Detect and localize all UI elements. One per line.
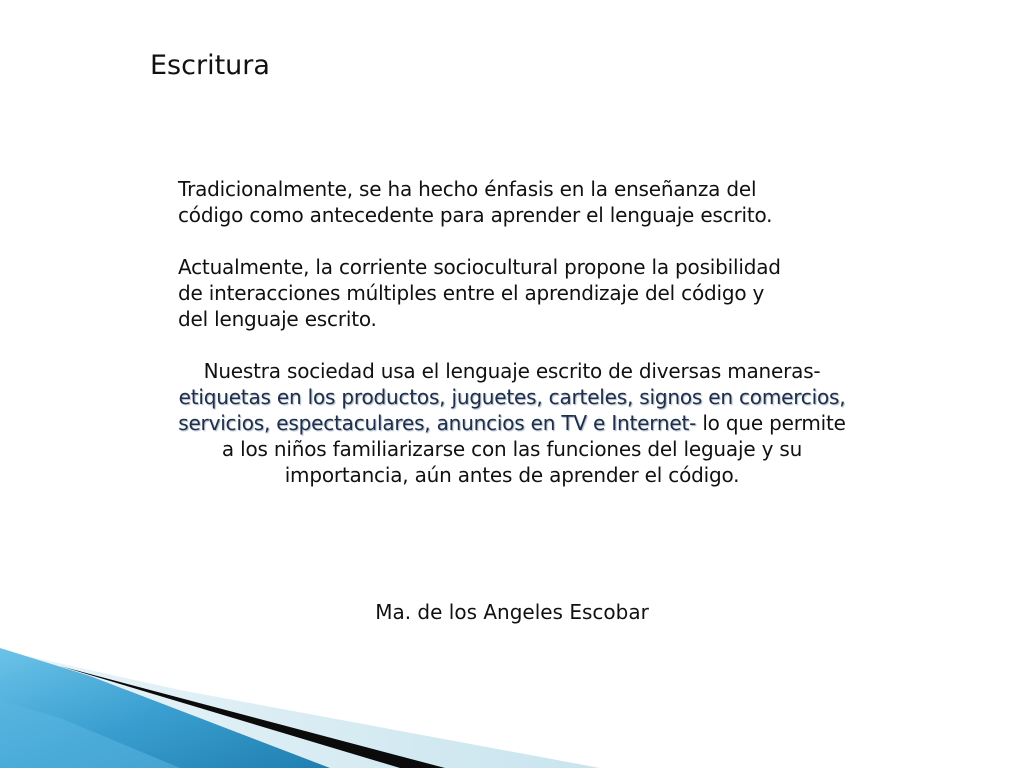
society-examples-text: etiquetas en los productos, juguetes, carteles, signos en comercios, servicios, espectaculares, anuncios en TV e Internet- [178,385,846,435]
slide-title: Escritura [150,50,270,81]
society-tail-text: lo que permite a los niños familiarizarse con las funciones del leguaje y su importancia, aún antes de aprender el código. [221,411,846,487]
paragraph-society [178,358,846,488]
blue-stripe [0,648,330,768]
light-blue-stripe [0,700,180,768]
author-name: Ma. de los Angeles Escobar [375,600,649,624]
intro-paragraphs [178,176,846,332]
society-lead-text: Nuestra sociedad usa el lenguaje escrito de diversas maneras- [203,359,821,383]
black-stripe [60,666,445,768]
paragraph-traditional: Tradicionalmente, se ha hecho énfasis en la enseñanza del código como antecedente para aprender el lenguaje escrito. [178,177,773,227]
pale-stripe [0,650,600,768]
paragraph-current: Actualmente, la corriente sociocultural propone la posibilidad de interacciones múltiples entre el aprendizaje del código y del lenguaje escrito. [178,255,781,331]
